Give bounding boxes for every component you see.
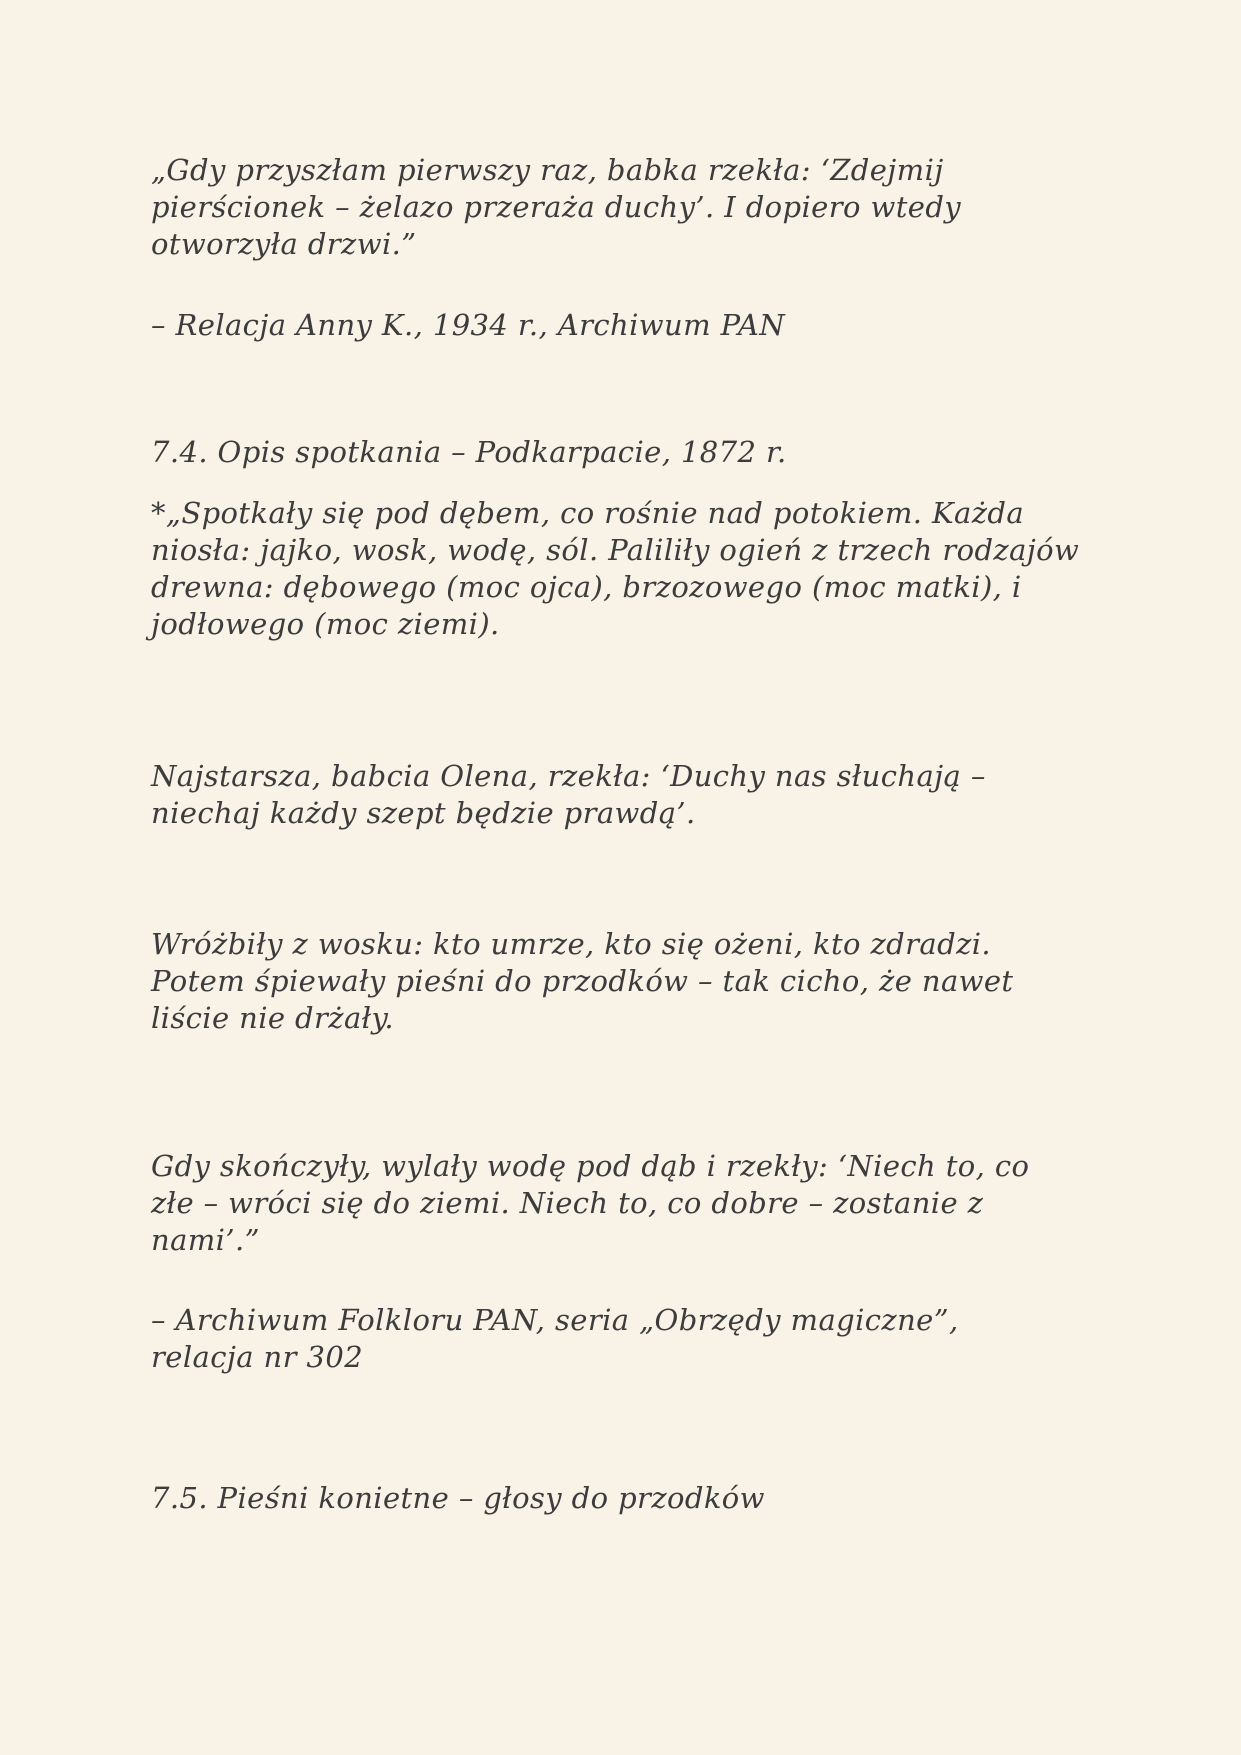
paragraph-line: nami’.” (151, 1223, 260, 1257)
paragraph-line: Najstarsza, babcia Olena, rzekła: ‘Duchy nas słuchają – (151, 759, 986, 793)
paragraph-wax-divination (151, 926, 1081, 1037)
paragraph-line: Potem śpiewały pieśni do przodków – tak cicho, że nawet (151, 964, 1014, 998)
quote-attribution: – Relacja Anny K., 1934 r., Archiwum PAN (151, 308, 785, 342)
paragraph-line: złe – wróci się do ziemi. Niech to, co dobre – zostanie z (151, 1186, 984, 1220)
paragraph-olena (151, 758, 1081, 832)
paragraph-line: niechaj każdy szept będzie prawdą’. (151, 796, 696, 830)
section-heading-7-5: 7.5. Pieśni konietne – głosy do przodków (151, 1481, 765, 1515)
paragraph-line: niosła: jajko, wosk, wodę, sól. Paliliły ogień z trzech rodzajów (151, 533, 1080, 567)
paragraph-line: Wróżbiły z wosku: kto umrze, kto się ożeni, kto zdradzi. (151, 927, 992, 961)
section-heading-7-4: 7.4. Opis spotkania – Podkarpacie, 1872 r. (151, 435, 787, 469)
quote-line: otworzyła drzwi.” (151, 227, 417, 261)
paragraph-line: drewna: dębowego (moc ojca), brzozowego (moc matki), i (151, 570, 1022, 604)
paragraph-line: jodłowego (moc ziemi). (151, 607, 500, 641)
paragraph-line: Gdy skończyły, wylały wodę pod dąb i rzekły: ‘Niech to, co (151, 1149, 1030, 1183)
paragraph-line: liście nie drżały. (151, 1001, 395, 1035)
paragraph-meeting (151, 495, 1081, 643)
archive-attribution: – Archiwum Folkloru PAN, seria „Obrzędy magiczne”, relacja nr 302 (151, 1303, 959, 1374)
paragraph-ending (151, 1148, 1081, 1259)
paragraph-line: *„Spotkały się pod dębem, co rośnie nad potokiem. Każda (151, 496, 1025, 530)
quote-line: „Gdy przyszłam pierwszy raz, babka rzekła: ‘Zdejmij (151, 153, 944, 187)
quote-line: pierścionek – żelazo przeraża duchy’. I dopiero wtedy (151, 190, 962, 224)
quote-anna-k (151, 152, 1081, 263)
